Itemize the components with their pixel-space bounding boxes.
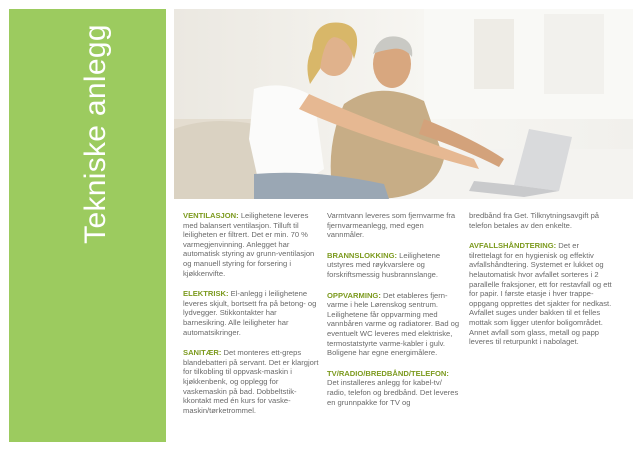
- text-column-2: [327, 211, 461, 418]
- sanitary-heading: SANITÆR:: [183, 348, 222, 358]
- title-sidebar: [9, 9, 166, 442]
- page-title: Tekniske anlegg: [79, 24, 112, 244]
- electrical-text: El-anlegg i leilighetene leveres skjult, bortsett fra på betong- og lydvegger. Stikkontakter har barnesikring. Alle leiligheter har automatsikringer.: [183, 289, 317, 337]
- hot-water-paragraph: [327, 211, 461, 240]
- tv-radio-text: Det installeres anlegg for kabel-tv/ radio, telefon og bredbånd. Det leveres en grunnpakke for TV og: [327, 378, 459, 407]
- sanitary-text: Det monteres ett-greps blandebatteri på servant. Det er klargjort for tilkobling til oppvask-maskin i kjøkkenbenk, og opplegg for vaskemaskin på bad. Dobbeltstik-kkontakt med én kurs for vaske-maskin/tørketrommel.: [183, 348, 319, 415]
- tv-radio-paragraph: [327, 369, 461, 407]
- electrical-paragraph: [183, 289, 319, 337]
- tv-radio-heading: TV/RADIO/BREDBÅND/TELEFON:: [327, 368, 449, 378]
- ventilation-paragraph: [183, 211, 319, 278]
- text-column-1: [183, 211, 319, 426]
- heating-heading: OPPVARMING:: [327, 290, 381, 300]
- text-column-3: [469, 211, 612, 358]
- waste-handling-text: Det er tilrettelagt for en hygienisk og effektiv avfallshåndtering. Systemet er lukket og helautomatisk hvor avfallet sorteres i 2 parallelle fraksjoner, ett for restavfall og ett for papir. I første etasje i hver trappe-oppgang opprettes det sjakter for nedkast. Avfallet suges under bakken til et felles mottak som ligger utenfor boligområdet. Annet avfall som glass, metall og papp leveres til returpunkt i nabolaget.: [469, 241, 612, 347]
- heating-paragraph: [327, 291, 461, 358]
- fire-extinguishing-text: Leilighetene utstyres med røykvarslere og forskriftsmessig husbrannslange.: [327, 250, 441, 279]
- fire-extinguishing-heading: BRANNSLOKKING:: [327, 250, 398, 260]
- photo-illustration: [174, 9, 633, 199]
- couple-with-laptop-photo: [174, 9, 633, 199]
- ventilation-text: Leilighetene leveres med balansert ventilasjon. Tilluft til leiligheten er filtrert. Det er min. 70 % varmegjenvinning. Anlegget har automatisk styring av grunn-ventilasjon og manuell styring for forsering i kjøkkenvifte.: [183, 211, 315, 278]
- electrical-heading: ELEKTRISK:: [183, 289, 229, 299]
- heating-text: Det etableres fjern-varme i hele Lørenskog sentrum. Leilighetene får oppvarming med vannbåren varme og radiatorer. Bad og eventuelt WC leveres med elektriske, termostatstyrte varme-kabler i gulv. Boligene har egne energimålere.: [327, 290, 460, 358]
- waste-handling-heading: AVFALLSHÅNDTERING:: [469, 241, 557, 251]
- waste-handling-paragraph: [469, 241, 612, 347]
- fire-extinguishing-paragraph: [327, 251, 461, 280]
- broadband-paragraph: [469, 211, 612, 230]
- broadband-text: bredbånd fra Get. Tilknytningsavgift på telefon betales av den enkelte.: [469, 211, 600, 230]
- sanitary-paragraph: [183, 348, 319, 415]
- hot-water-text: Varmtvann leveres som fjernvarme fra fjernvarmeanlegg, med egen vannmåler.: [327, 211, 456, 240]
- ventilation-heading: VENTILASJON:: [183, 211, 239, 220]
